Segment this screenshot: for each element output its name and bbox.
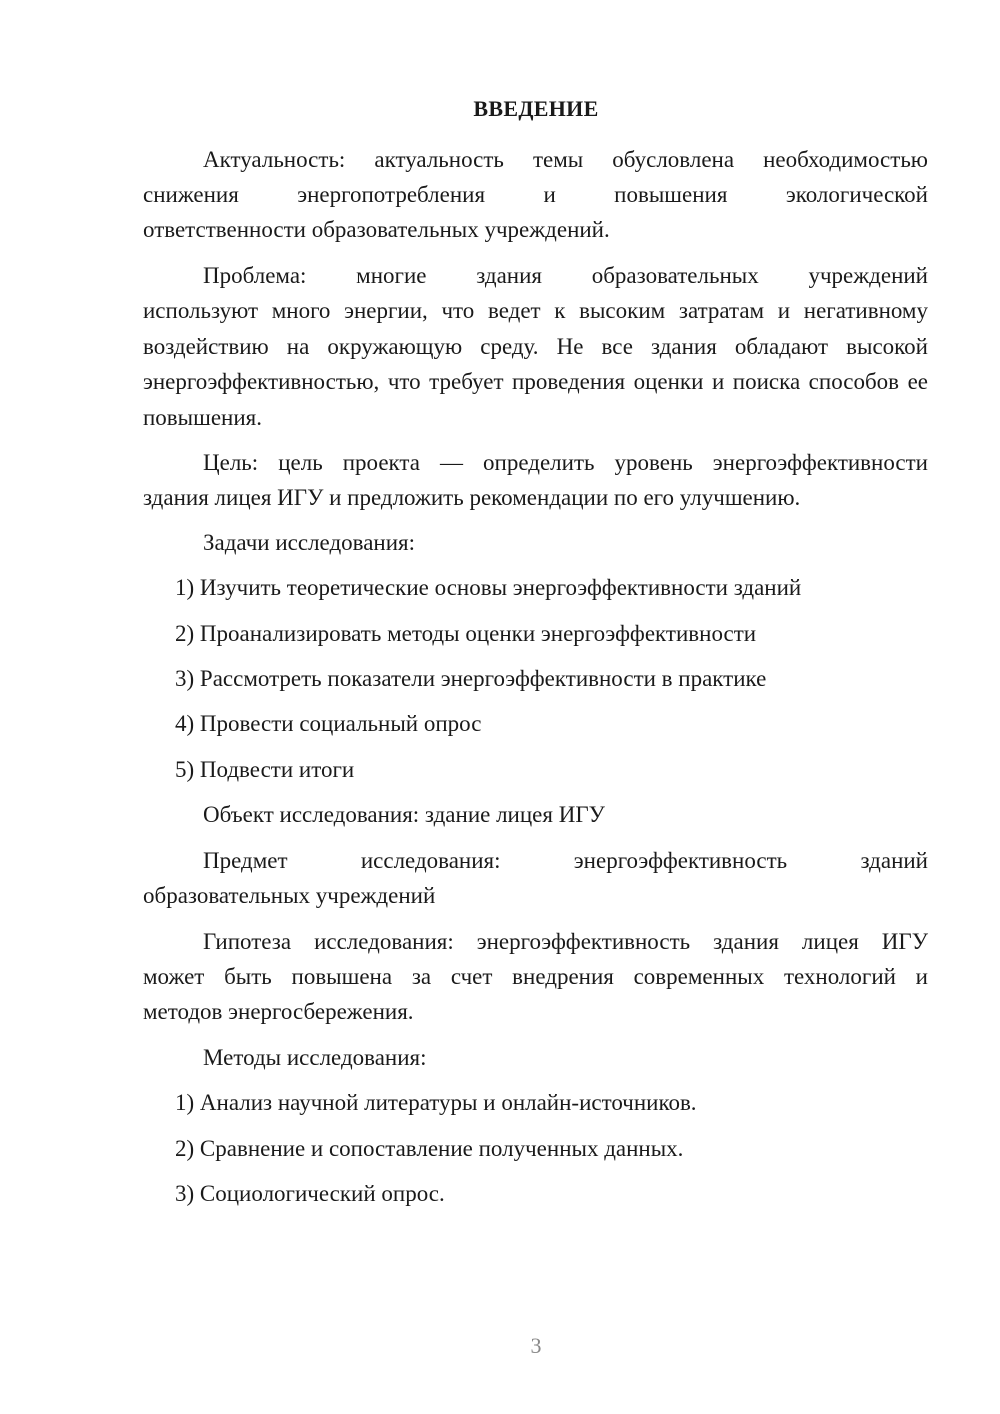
goal-line-2: здания лицея ИГУ и предложить рекомендации по его улучшению. xyxy=(143,485,801,510)
problem-paragraph: используют много энергии, что ведет к высоким затратам и негативному воздействию на окружающую среду. Не все здания обладают высокой энергоэффективностью, что требует проведения оценки и поиска способов ее повышения. xyxy=(143,298,928,430)
task-item: 1) Изучить теоретические основы энергоэффективности зданий xyxy=(175,575,802,600)
relevance-line-2: снижения энергопотребления и повышения экологической xyxy=(143,182,928,207)
hypothesis-line-1: Гипотеза исследования: энергоэффективность здания лицея ИГУ xyxy=(203,929,928,954)
method-item: 1) Анализ научной литературы и онлайн-источников. xyxy=(175,1090,697,1115)
goal-line-1: Цель: цель проекта — определить уровень энергоэффективности xyxy=(203,450,928,475)
method-item: 2) Сравнение и сопоставление полученных данных. xyxy=(175,1136,684,1161)
hypothesis-line-2: может быть повышена за счет внедрения современных технологий и xyxy=(143,964,928,989)
hypothesis-line-3: методов энергосбережения. xyxy=(143,999,414,1024)
relevance-line-1: Актуальность: актуальность темы обусловлена необходимостью xyxy=(203,147,928,172)
subject-line-2: образовательных учреждений xyxy=(143,883,436,908)
task-item: 2) Проанализировать методы оценки энергоэффективности xyxy=(175,621,757,646)
task-item: 5) Подвести итоги xyxy=(175,757,355,782)
page-number: 3 xyxy=(530,1333,542,1358)
task-item: 3) Рассмотреть показатели энергоэффективности в практике xyxy=(175,666,767,691)
relevance-line-3: ответственности образовательных учреждений. xyxy=(143,217,610,242)
tasks-heading: Задачи исследования: xyxy=(203,530,416,555)
problem-line-1: Проблема: многие здания образовательных учреждений xyxy=(203,263,928,288)
research-object: Объект исследования: здание лицея ИГУ xyxy=(203,802,605,827)
method-item: 3) Социологический опрос. xyxy=(175,1181,445,1206)
page-title: ВВЕДЕНИЕ xyxy=(473,96,599,121)
task-item: 4) Провести социальный опрос xyxy=(175,711,482,736)
subject-line-1: Предмет исследования: энергоэффективность зданий xyxy=(203,848,928,873)
methods-heading: Методы исследования: xyxy=(203,1045,427,1070)
